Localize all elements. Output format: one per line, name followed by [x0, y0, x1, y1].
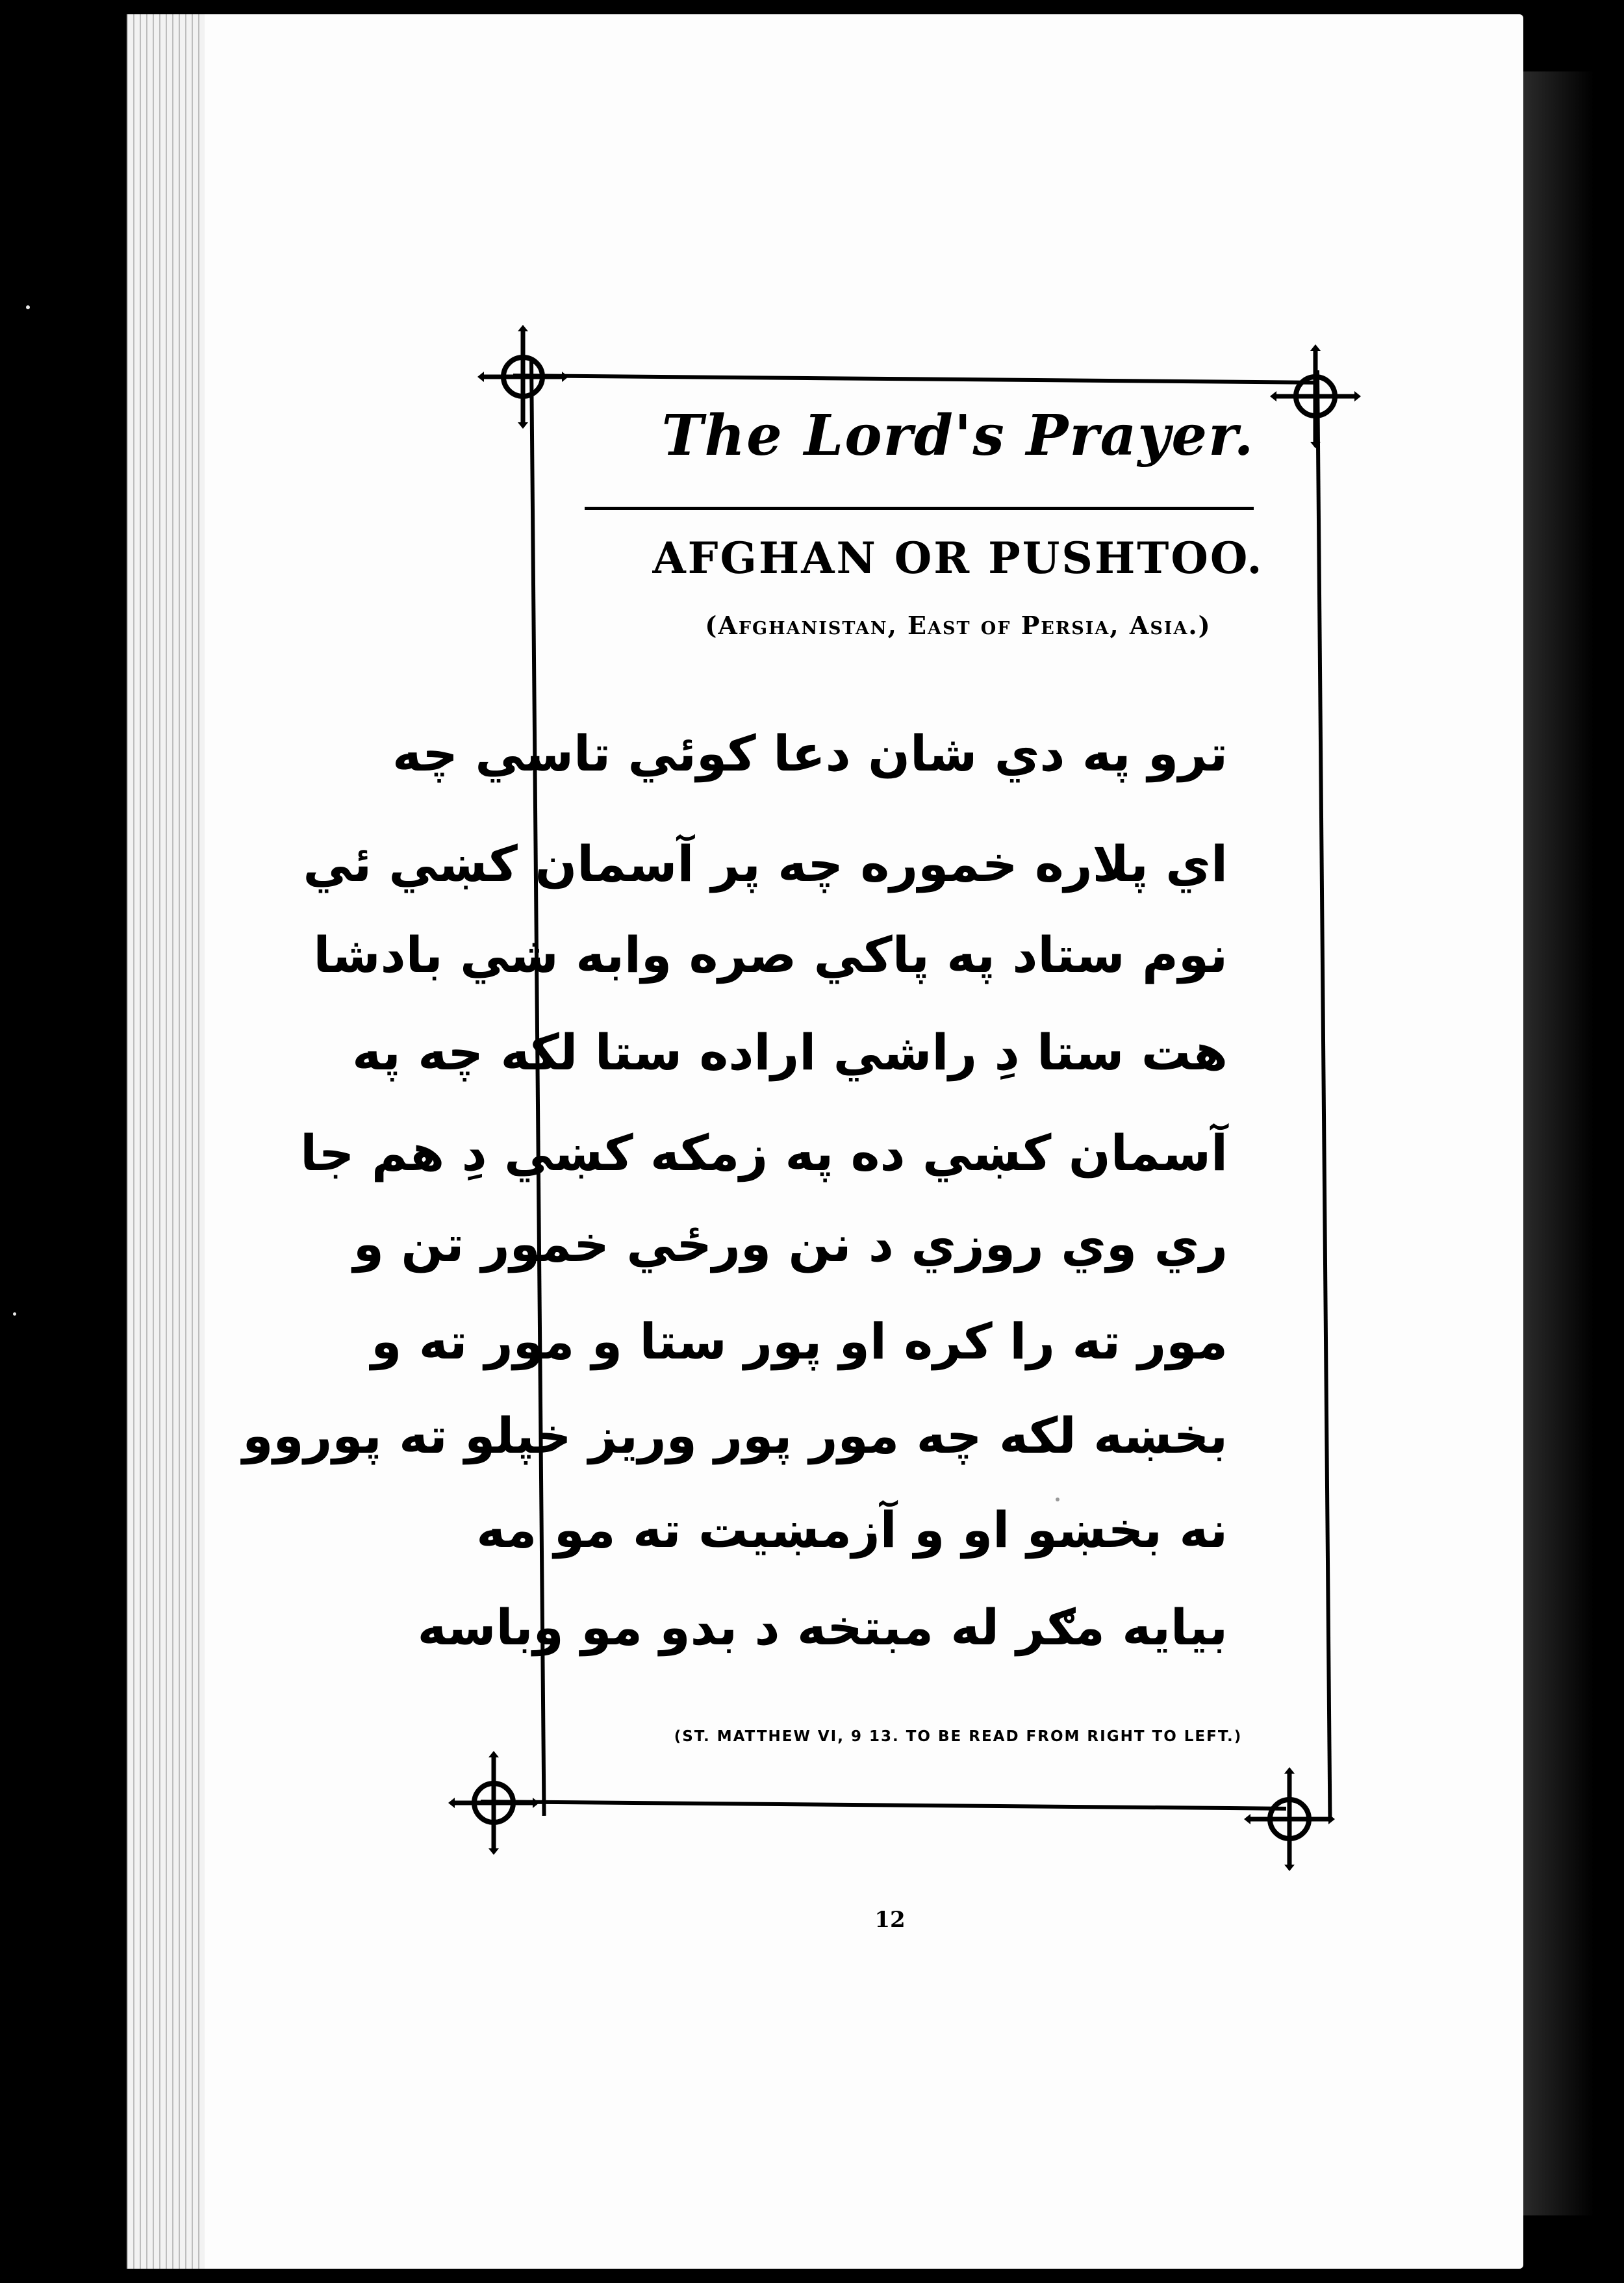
language-heading: AFGHAN OR PUSHTOO. — [652, 533, 1264, 583]
prayer-line: آسمان کښي ده په زمکه کښي دِ هم جا — [300, 1124, 1228, 1182]
prayer-line: نوم ستاد په پاکي صره وابه شي بادشا — [313, 926, 1228, 984]
page-number: 12 — [874, 1907, 906, 1933]
prayer-line: ري وي روزي د نن ورځي خمور تن و — [353, 1215, 1228, 1273]
prayer-line: بيايه مګر له مبتخه د بدو مو وباسه — [417, 1598, 1228, 1656]
prayer-line: بخښه لکه چه مور پور وريز خپلو ته پوروو — [242, 1407, 1228, 1464]
page-edges — [127, 14, 205, 2269]
scan-speck — [26, 305, 30, 309]
book-edge-shadow — [1523, 71, 1624, 2215]
prayer-line: نه بخښو او و آزمښيت ته مو مه — [476, 1501, 1228, 1559]
page-title: The Lord's Prayer. — [661, 403, 1255, 468]
region-subheading: (Afghanistan, East of Persia, Asia.) — [705, 611, 1212, 640]
prayer-line: مور ته را کره او پور ستا و مور ته و — [371, 1312, 1228, 1370]
prayer-line: ترو په دي شان دعا کوئي تاسي چه — [392, 724, 1228, 782]
prayer-line: هت ستا دِ راشي اراده ستا لکه چه په — [352, 1023, 1228, 1081]
title-divider — [585, 507, 1254, 510]
corner-cross-ornament-bottom-left — [448, 1751, 539, 1855]
scripture-reference-footnote: (ST. MATTHEW VI, 9 13. TO BE READ FROM RIGHT TO LEFT.) — [674, 1728, 1243, 1745]
prayer-line: اي پلاره خموره چه پر آسمان کښي ئي — [303, 835, 1228, 893]
scan-speck — [13, 1312, 16, 1316]
corner-cross-ornament-bottom-right — [1244, 1767, 1335, 1871]
